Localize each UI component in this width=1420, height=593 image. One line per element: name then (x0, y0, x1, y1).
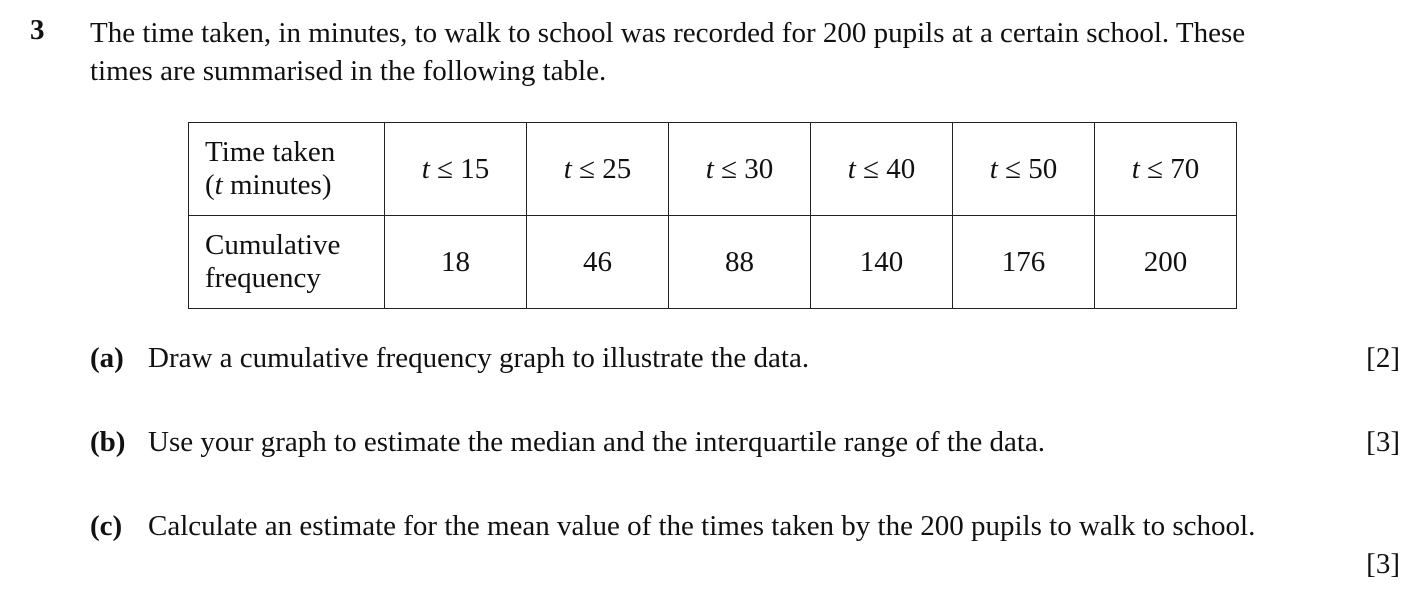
frequency-cell: 200 (1095, 216, 1237, 309)
time-var: t (989, 152, 998, 185)
time-header-var: t (214, 169, 223, 201)
time-bound: ≤ 30 (721, 152, 774, 185)
time-bound: ≤ 40 (863, 152, 916, 185)
time-cell (527, 123, 669, 216)
time-cell (1095, 123, 1237, 216)
time-var: t (421, 152, 430, 185)
part-label: (a) (90, 342, 124, 374)
part-text: Draw a cumulative frequency graph to illustrate the data. (148, 342, 810, 374)
time-bound: ≤ 15 (437, 152, 490, 185)
time-bound: ≤ 70 (1147, 152, 1200, 185)
time-header-paren: ( (205, 169, 215, 201)
time-var: t (563, 152, 572, 185)
frequency-cell: 140 (811, 216, 953, 309)
time-header-rest: minutes) (222, 169, 332, 201)
frequency-cell: 46 (527, 216, 669, 309)
frequency-header-line-1: Cumulative (205, 229, 341, 261)
time-var: t (705, 152, 714, 185)
part-label: (b) (90, 426, 126, 458)
frequency-cell: 176 (953, 216, 1095, 309)
part-marks: [3] (1366, 426, 1400, 458)
part-text: Calculate an estimate for the mean value of the times taken by the 200 pupils to walk to school. (148, 510, 1256, 542)
intro-line-1: The time taken, in minutes, to walk to school was recorded for 200 pupils at a certain school. These (90, 17, 1246, 49)
part-text: Use your graph to estimate the median and the interquartile range of the data. (148, 426, 1046, 458)
time-cell (811, 123, 953, 216)
time-header-line-1: Time taken (205, 136, 336, 168)
intro-line-2: times are summarised in the following table. (90, 55, 607, 87)
time-cell (953, 123, 1095, 216)
cumulative-frequency-table (188, 122, 1237, 309)
frequency-cell: 88 (669, 216, 811, 309)
time-var: t (847, 152, 856, 185)
time-var: t (1131, 152, 1140, 185)
frequency-header-line-2: frequency (205, 262, 321, 294)
question-number: 3 (30, 14, 45, 46)
question-intro (90, 14, 1400, 90)
time-cell (669, 123, 811, 216)
frequency-cell: 18 (385, 216, 527, 309)
time-bound: ≤ 25 (579, 152, 632, 185)
table-row-frequency (189, 216, 1237, 309)
time-header-line-2 (205, 169, 384, 202)
frequency-header-cell (189, 216, 385, 309)
time-bound: ≤ 50 (1005, 152, 1058, 185)
time-header-cell (189, 123, 385, 216)
part-label: (c) (90, 510, 123, 542)
part-marks: [2] (1366, 342, 1400, 374)
part-marks: [3] (1366, 548, 1400, 580)
table-row-time (189, 123, 1237, 216)
time-cell (385, 123, 527, 216)
